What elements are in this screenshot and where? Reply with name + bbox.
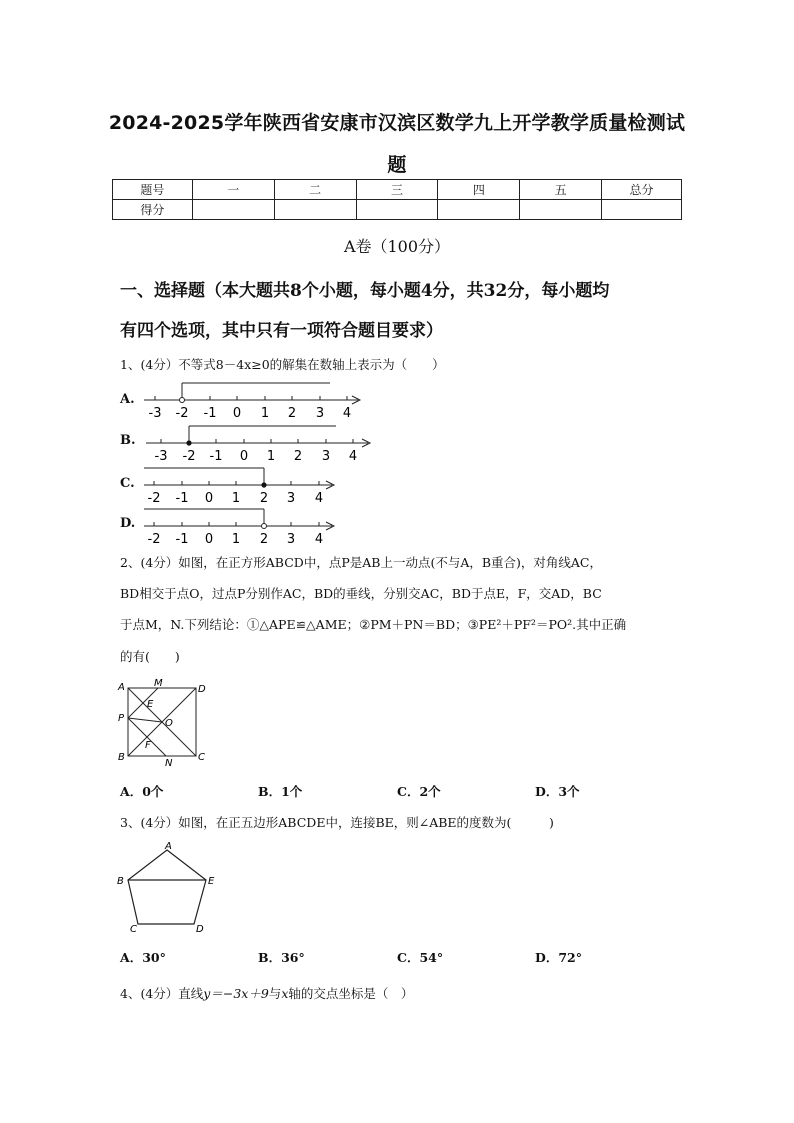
question-3-text: 3、(4分）如图，在正五边形ABCDE中，连接BE，则∠ABE的度数为( )	[120, 815, 554, 830]
tick-label: -2	[175, 406, 189, 421]
page-title: 2024-2025学年陕西省安康市汉滨区数学九上开学教学质量检测试	[108, 112, 686, 134]
q2-choice-a: A．0个	[120, 784, 164, 799]
number-line-d	[140, 504, 340, 548]
tick-label: -3	[148, 406, 162, 421]
score-table-score-row	[113, 200, 682, 220]
q3-choice-c: C．54°	[397, 950, 444, 965]
figure-label-f: F	[145, 740, 151, 751]
option-d-letter: D.	[120, 516, 136, 531]
score-cell: 二	[274, 180, 356, 200]
number-line-c	[140, 463, 340, 507]
question-1-text: 1、(4分）不等式8－4x≥0的解集在数轴上表示为（ ）	[120, 357, 445, 372]
q3-choice-d: D．72°	[535, 950, 582, 965]
q2-choice-c: C．2个	[397, 784, 441, 799]
page-title-continued: 题	[387, 154, 407, 176]
tick-label: 1	[231, 532, 241, 547]
score-input-cell[interactable]	[192, 200, 274, 220]
figure-label-b: B	[118, 752, 125, 763]
option-c-letter: C.	[120, 476, 135, 491]
tick-label: 2	[259, 532, 269, 547]
figure-label-o: O	[165, 718, 173, 729]
pentagon-abcde	[128, 850, 206, 924]
score-table-header-row	[113, 180, 682, 200]
score-table	[112, 179, 682, 220]
figure-label-e: E	[208, 876, 215, 887]
q3-choice-a: A．30°	[120, 950, 166, 965]
score-input-cell[interactable]	[602, 200, 682, 220]
tick-label: -2	[147, 491, 161, 506]
tick-label: 0	[232, 406, 242, 421]
figure-label-c: C	[130, 924, 137, 935]
figure-label-a: A	[165, 841, 172, 852]
question-4-mid: 与	[268, 986, 282, 1001]
figure-label-m: M	[154, 678, 163, 689]
score-cell: 题号	[113, 180, 193, 200]
question-4-suffix: 轴的交点坐标是（ ）	[288, 986, 414, 1001]
tick-label: 0	[204, 491, 214, 506]
option-b-letter: B.	[120, 433, 136, 448]
tick-label: 3	[315, 406, 325, 421]
question-2-line-4: 的有( )	[120, 649, 180, 664]
solid-dot	[261, 482, 266, 487]
tick-label: 0	[204, 532, 214, 547]
tick-label: 1	[231, 491, 241, 506]
axis-ticks	[154, 481, 319, 485]
figure-label-e: E	[147, 699, 154, 710]
question-2-line-1: 2、(4分）如图，在正方形ABCD中，点P是AB上一动点(不与A，B重合)，对角线AC，	[120, 555, 602, 570]
tick-label: -3	[154, 449, 168, 464]
axis-variable: x	[281, 986, 289, 1001]
tick-label: -2	[182, 449, 196, 464]
q2-choice-b: B．1个	[258, 784, 303, 799]
figure-label-a: A	[118, 682, 125, 693]
score-input-cell[interactable]	[356, 200, 438, 220]
figure-label-c: C	[198, 752, 205, 763]
tick-label: 2	[259, 491, 269, 506]
tick-label: 1	[260, 406, 270, 421]
tick-label: 3	[286, 532, 296, 547]
figure-label-b: B	[117, 876, 124, 887]
tick-label: 1	[266, 449, 276, 464]
tick-label: 3	[321, 449, 331, 464]
section-heading-continued: 有四个选项，其中只有一项符合题目要求）	[120, 321, 443, 341]
tick-label: 2	[293, 449, 303, 464]
tick-label: 4	[348, 449, 358, 464]
square-figure	[112, 676, 212, 770]
q2-choice-d: D．3个	[535, 784, 580, 799]
score-cell: 四	[438, 180, 520, 200]
number-line-b	[140, 421, 380, 465]
number-line-a	[140, 378, 370, 422]
question-2-line-3: 于点M，N.下列结论：①△APE≌△AME；②PM＋PN＝BD；③PE²＋PF²＝PO².其中正确	[120, 617, 627, 632]
score-cell: 一	[192, 180, 274, 200]
pentagon-figure	[112, 838, 224, 936]
tick-label: -2	[147, 532, 161, 547]
score-cell: 得分	[113, 200, 193, 220]
q3-choice-b: B．36°	[258, 950, 305, 965]
figure-label-p: P	[118, 713, 125, 724]
tick-label: -1	[209, 449, 223, 464]
question-4-text	[120, 984, 413, 1002]
question-2-line-2: BD相交于点O，过点P分别作AC，BD的垂线，分别交AC，BD于点E，F，交AD，BC	[120, 586, 602, 601]
tick-label: 0	[239, 449, 249, 464]
figure-label-n: N	[165, 758, 173, 769]
tick-label: 4	[314, 491, 324, 506]
score-input-cell[interactable]	[274, 200, 356, 220]
question-4-prefix: 4、(4分）直线	[120, 986, 204, 1001]
axis-ticks	[154, 522, 319, 526]
tick-label: -1	[175, 532, 189, 547]
score-cell: 总分	[602, 180, 682, 200]
option-a-letter: A.	[120, 392, 135, 407]
line-equation: y＝−3x＋9	[203, 986, 269, 1001]
score-input-cell[interactable]	[520, 200, 602, 220]
tick-label: 4	[314, 532, 324, 547]
section-heading: 一、选择题（本大题共8个小题，每小题4分，共32分，每小题均	[120, 281, 610, 301]
open-dot	[180, 398, 185, 403]
score-input-cell[interactable]	[438, 200, 520, 220]
tick-label: 3	[286, 491, 296, 506]
score-cell: 三	[356, 180, 438, 200]
line-po	[128, 718, 162, 722]
score-cell: 五	[520, 180, 602, 200]
paper-a-heading: A卷（100分）	[343, 237, 451, 256]
tick-label: 2	[287, 406, 297, 421]
tick-label: -1	[203, 406, 217, 421]
figure-label-d: D	[196, 924, 204, 935]
solid-dot	[186, 440, 191, 445]
open-dot	[262, 524, 267, 529]
tick-label: -1	[175, 491, 189, 506]
figure-label-d: D	[198, 684, 206, 695]
tick-label: 4	[342, 406, 352, 421]
